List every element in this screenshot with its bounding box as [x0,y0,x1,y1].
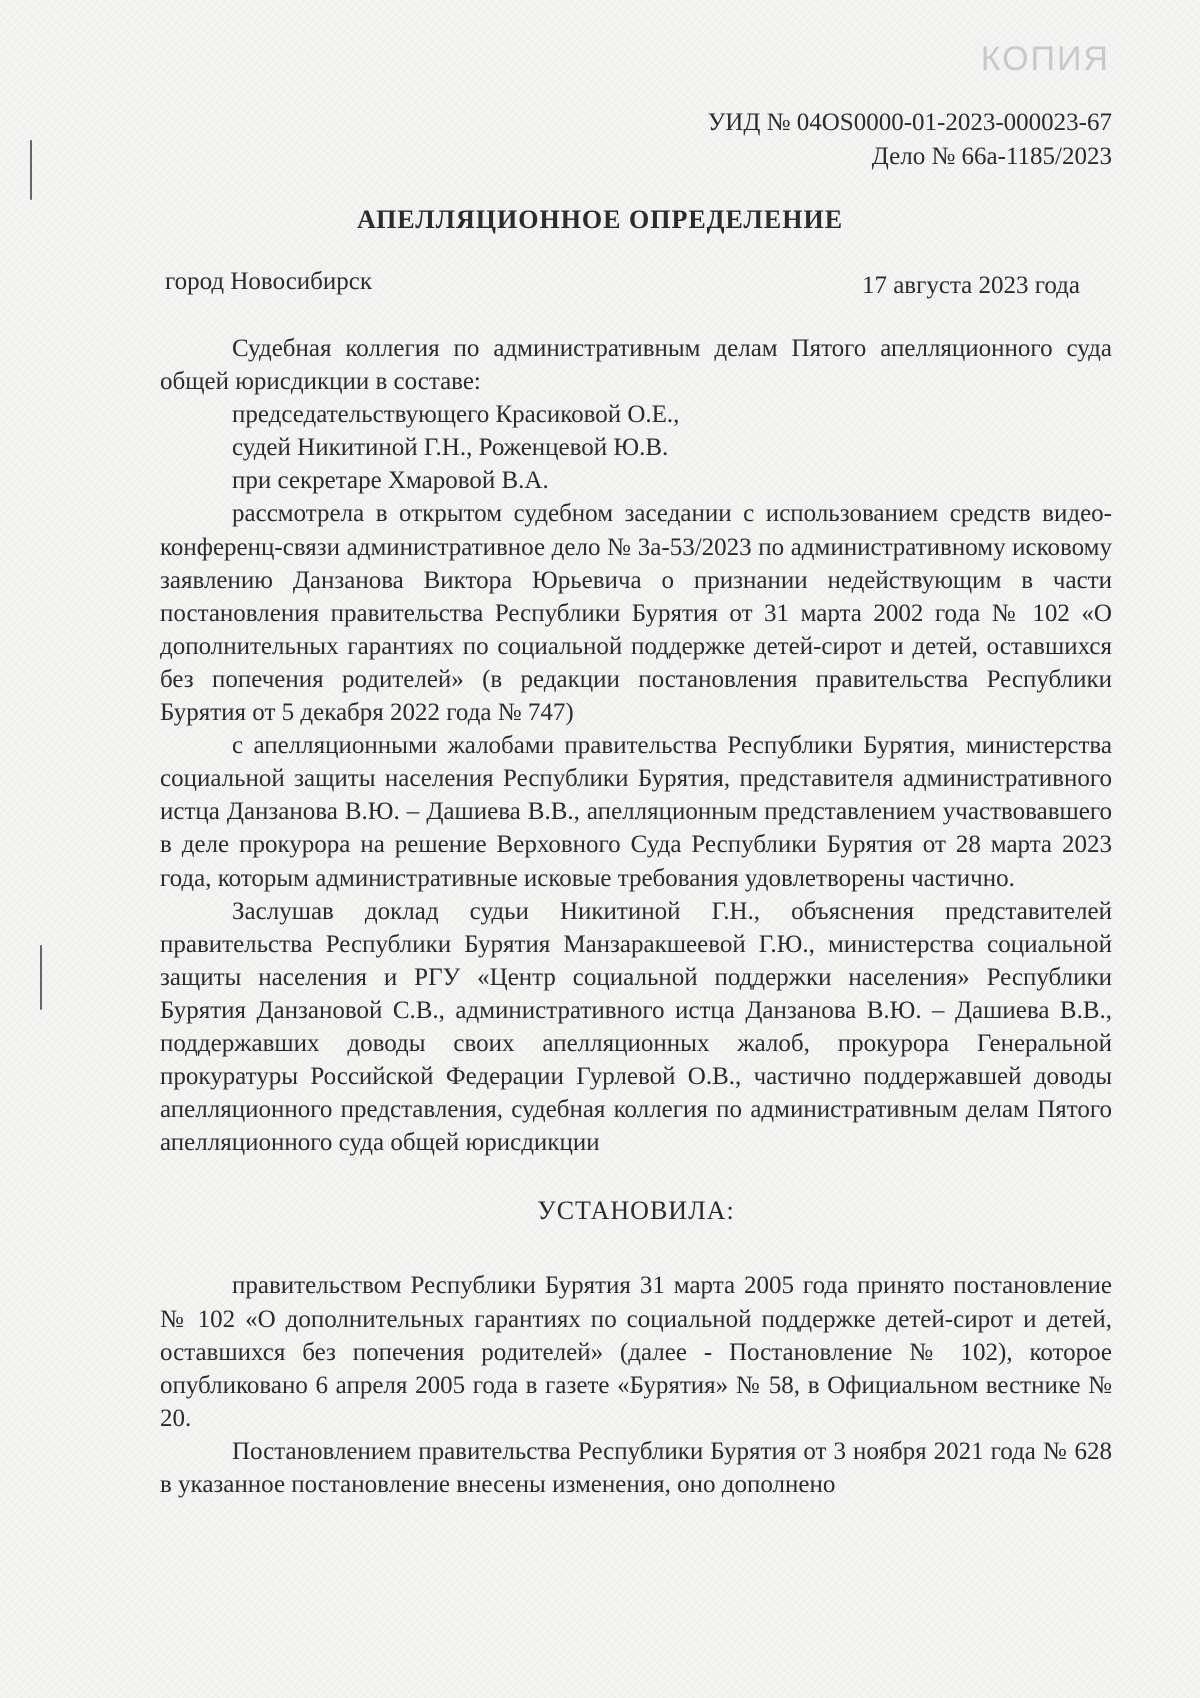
date: 17 августа 2023 года [861,272,1080,299]
document-body [160,332,1112,1501]
city: город Новосибирск [165,268,373,295]
paragraph: с апелляционными жалобами правительства Республики Бурятия, министерства социальной защиты населения Республики Бурятия, представителя административного истца Данзанова В.Ю. – Дашиева В.В., апелляционным представлением участвовавшего в деле прокурора на решение Верховного Суда Республики Бурятия от 28 марта 2023 года, которым административные исковые требования удовлетворены частично. [160,732,1112,892]
document-title: АПЕЛЛЯЦИОННОЕ ОПРЕДЕЛЕНИЕ [356,205,844,234]
uid-number: УИД № 04OS0000-01-2023-000023-67 [707,109,1112,136]
paragraph: правительством Республики Бурятия 31 марта 2005 года принято постановление № 102 «О дополнительных гарантиях по социальной поддержке детей-сирот и детей, оставшихся без попечения родителей» (далее - Постановление № 102), которое опубликовано 6 апреля 2005 года в газете «Бурятия» № 58, в Официальном вестнике № 20. [160,1272,1112,1432]
paragraph: председательствующего Красиковой О.Е., [232,401,680,429]
paragraph: Постановлением правительства Республики Бурятия от 3 ноября 2021 года № 628 в указанное постановление внесены изменения, оно дополнено [160,1437,1112,1498]
paragraph: рассмотрела в открытом судебном заседании с использованием средств видео-конференц-связи административное дело № 3а-53/2023 по административному исковому заявлению Данзанова Виктора Юрьевича о признании недействующим в части постановления правительства Республики Бурятия от 31 марта 2002 года № 102 «О дополнительных гарантиях по социальной поддержке детей-сирот и детей, оставшихся без попечения родителей» (в редакции постановления правительства Республики Бурятия от 5 декабря 2022 года № 747) [160,500,1112,727]
case-header [708,106,1112,174]
margin-mark [30,140,32,200]
section-heading: УСТАНОВИЛА: [537,1196,735,1226]
paragraph: Судебная коллегия по административным делам Пятого апелляционного суда общей юрисдикции в составе: [160,335,1112,396]
case-number: Дело № 66а-1185/2023 [871,143,1112,170]
margin-mark [40,945,42,1010]
paragraph: Заслушав доклад судьи Никитиной Г.Н., объяснения представителей правительства Республики Бурятия Манзаракшеевой Г.Ю., министерства социальной защиты населения и РГУ «Центр социальной поддержки населения» Республики Бурятия Данзановой С.В., административного истца Данзанова В.Ю. – Дашиева В.В., поддержавших доводы своих апелляционных жалоб, прокурора Генеральной прокуратуры Российской Федерации Гурлевой О.В., частично поддержавшей доводы апелляционного представления, судебная коллегия по административным делам Пятого апелляционного суда общей юрисдикции [160,897,1112,1157]
paragraph: судей Никитиной Г.Н., Роженцевой Ю.В. [232,434,669,462]
paragraph: при секретаре Хмаровой В.А. [232,467,549,495]
copy-stamp: КОПИЯ [980,40,1110,78]
